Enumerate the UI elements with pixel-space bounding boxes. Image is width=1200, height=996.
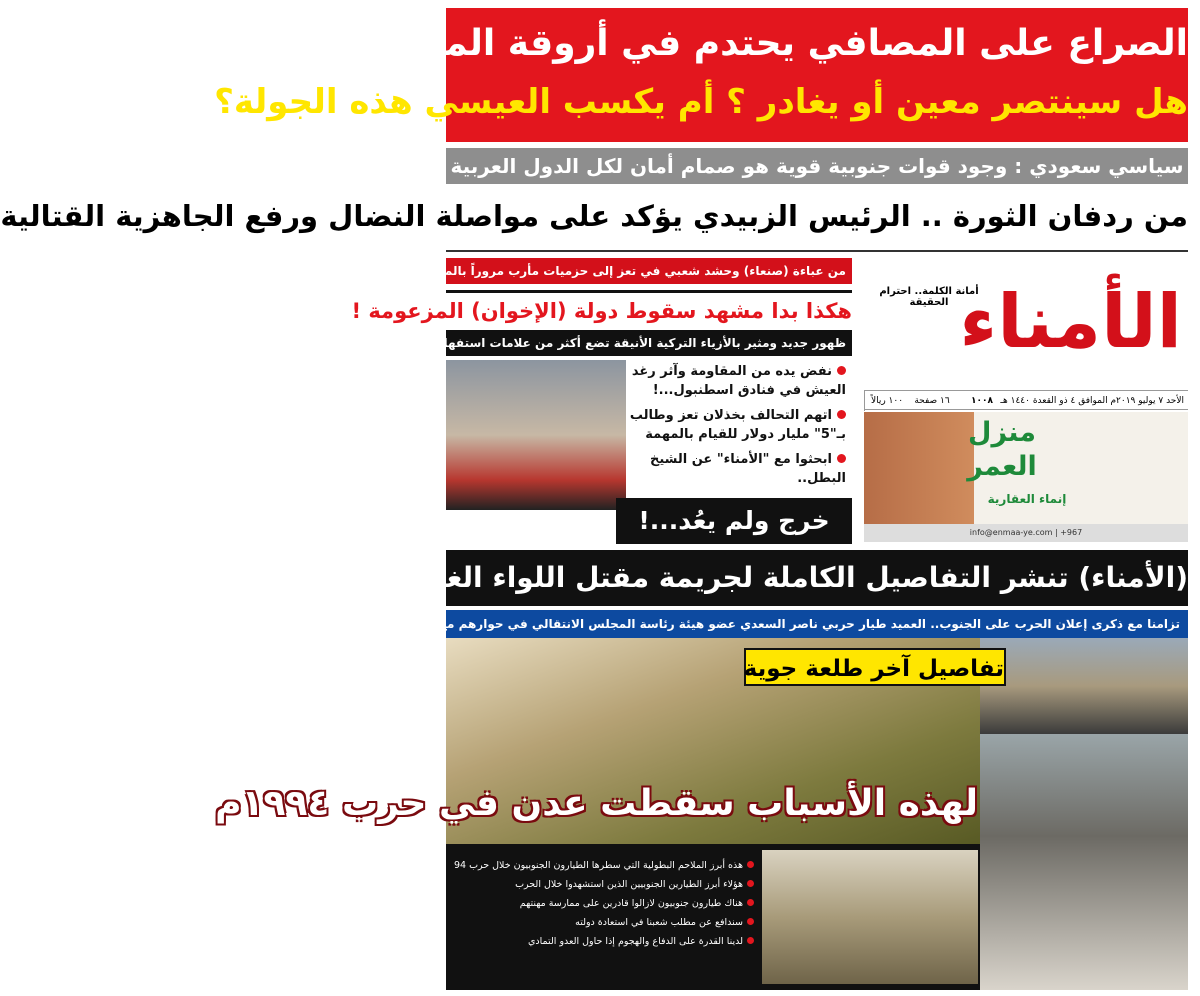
masthead [864, 258, 1188, 388]
ad-brand: إنماء العقارية [987, 492, 1067, 506]
rockets-photo [762, 850, 978, 984]
price: ١٠٠ ريالاً [864, 391, 909, 411]
story-bullets [628, 362, 852, 496]
feature-bullet: سندافع عن مطلب شعبنا في استعادة دولته [446, 913, 754, 932]
interviewee-photo [980, 734, 1188, 990]
story-photo [446, 360, 626, 510]
ad-title: منزل العمر [967, 417, 1037, 482]
masthead-slogan: أمانة الكلمة.. احترام الحقيقة [879, 286, 979, 308]
ad-footer: info@enmaa-ye.com | +967 [864, 524, 1188, 542]
issue-date: الأحد ٧ يوليو ٢٠١٩م الموافق ٤ ذو القعدة ١٤٤٠ هـ [1000, 396, 1184, 406]
real-estate-ad [864, 412, 1188, 542]
feature-yellow-box: تفاصيل آخر طلعة جوية [744, 648, 1006, 686]
feature-bullet: لدينا القدرة على الدفاع والهجوم إذا حاول العدو التمادي [446, 932, 754, 951]
story-bullet: نفض يده من المقاومة وآثر رغد العيش في فنادق اسطنبول...! [631, 364, 846, 398]
bullet-dot-icon [747, 880, 754, 887]
bullet-dot-icon [747, 918, 754, 925]
story-red-strip: من عباءة (صنعاء) وحشد شعبي في تعز إلى حزميات مأرب مروراً بالمنبر وقطمة السكر.. [446, 258, 852, 284]
parade-photo [980, 638, 1188, 734]
newspaper-logo: الأمناء [959, 279, 1182, 365]
story-bullet: اتهم التحالف بخذلان تعز وطالب بـ"5" مليار دولار للقيام بالمهمة [629, 408, 846, 442]
story-sub-kicker: ظهور جديد ومثير بالأزياء التركية الأنيقة تضع أكثر من علامات استفهام! [446, 330, 852, 356]
story-kicker: هكذا بدا مشهد سقوط دولة (الإخوان) المزعومة ! [446, 290, 852, 326]
page-count: ١٦ صفحة [914, 396, 950, 406]
bullet-dot-icon [747, 861, 754, 868]
headline-line1: الصراع على المصافي يحتدم في أروقة المعاشيق [328, 23, 1188, 64]
feature-blue-bar: تزامنا مع ذكرى إعلان الحرب على الجنوب.. العميد طيار حربي ناصر السعدي عضو هيئة رئاسة المجلس الانتقالي في حوارهم مع (الأمناء).. [446, 610, 1188, 638]
top-red-banner [214, 8, 1188, 142]
divider [446, 250, 1188, 252]
bullet-dot-icon [837, 366, 846, 375]
bullet-dot-icon [747, 937, 754, 944]
issue-info-bar [864, 390, 1188, 410]
bullet-dot-icon [837, 410, 846, 419]
main-headline: من ردفان الثورة .. الرئيس الزبيدي يؤكد على مواصلة النضال ورفع الجاهزية القتالية [0, 199, 1188, 233]
feature-bullet: هؤلاء أبرز الطيارين الجنوبيين الذين استشهدوا خلال الحرب [446, 875, 754, 894]
story-badge: خرج ولم يعُد...! [616, 498, 852, 544]
bullet-dot-icon [837, 454, 846, 463]
feature-bullet: هذه أبرز الملاحم البطولية التي سطرها الطيارون الجنوبيون خلال حرب 94 [446, 856, 754, 875]
crime-headline: (الأمناء) تنشر التفاصيل الكاملة لجريمة مقتل اللواء الغزالي واثنين من أولاده في عدن [446, 550, 1188, 606]
issue-number: ١٠٠٨ [971, 396, 993, 406]
bullet-dot-icon [747, 899, 754, 906]
headline-line2: هل سينتصر معين أو يغادر ؟ أم يكسب العيسي هذه الجولة؟ [214, 82, 1188, 122]
feature-bullet: هناك طيارون جنوبيون لازالوا قادرين على ممارسة مهنتهم [446, 894, 754, 913]
feature-big-headline: لهذه الأسباب سقطت عدن في حرب ١٩٩٤م [215, 783, 978, 824]
gray-subheadline: سياسي سعودي : وجود قوات جنوبية قوية هو صمام أمان لكل الدول العربية [446, 148, 1188, 184]
building-photo [864, 412, 974, 542]
story-bullet: ابحثوا مع "الأمناء" عن الشيخ البطل.. [649, 452, 846, 486]
feature-bullets [446, 852, 760, 986]
